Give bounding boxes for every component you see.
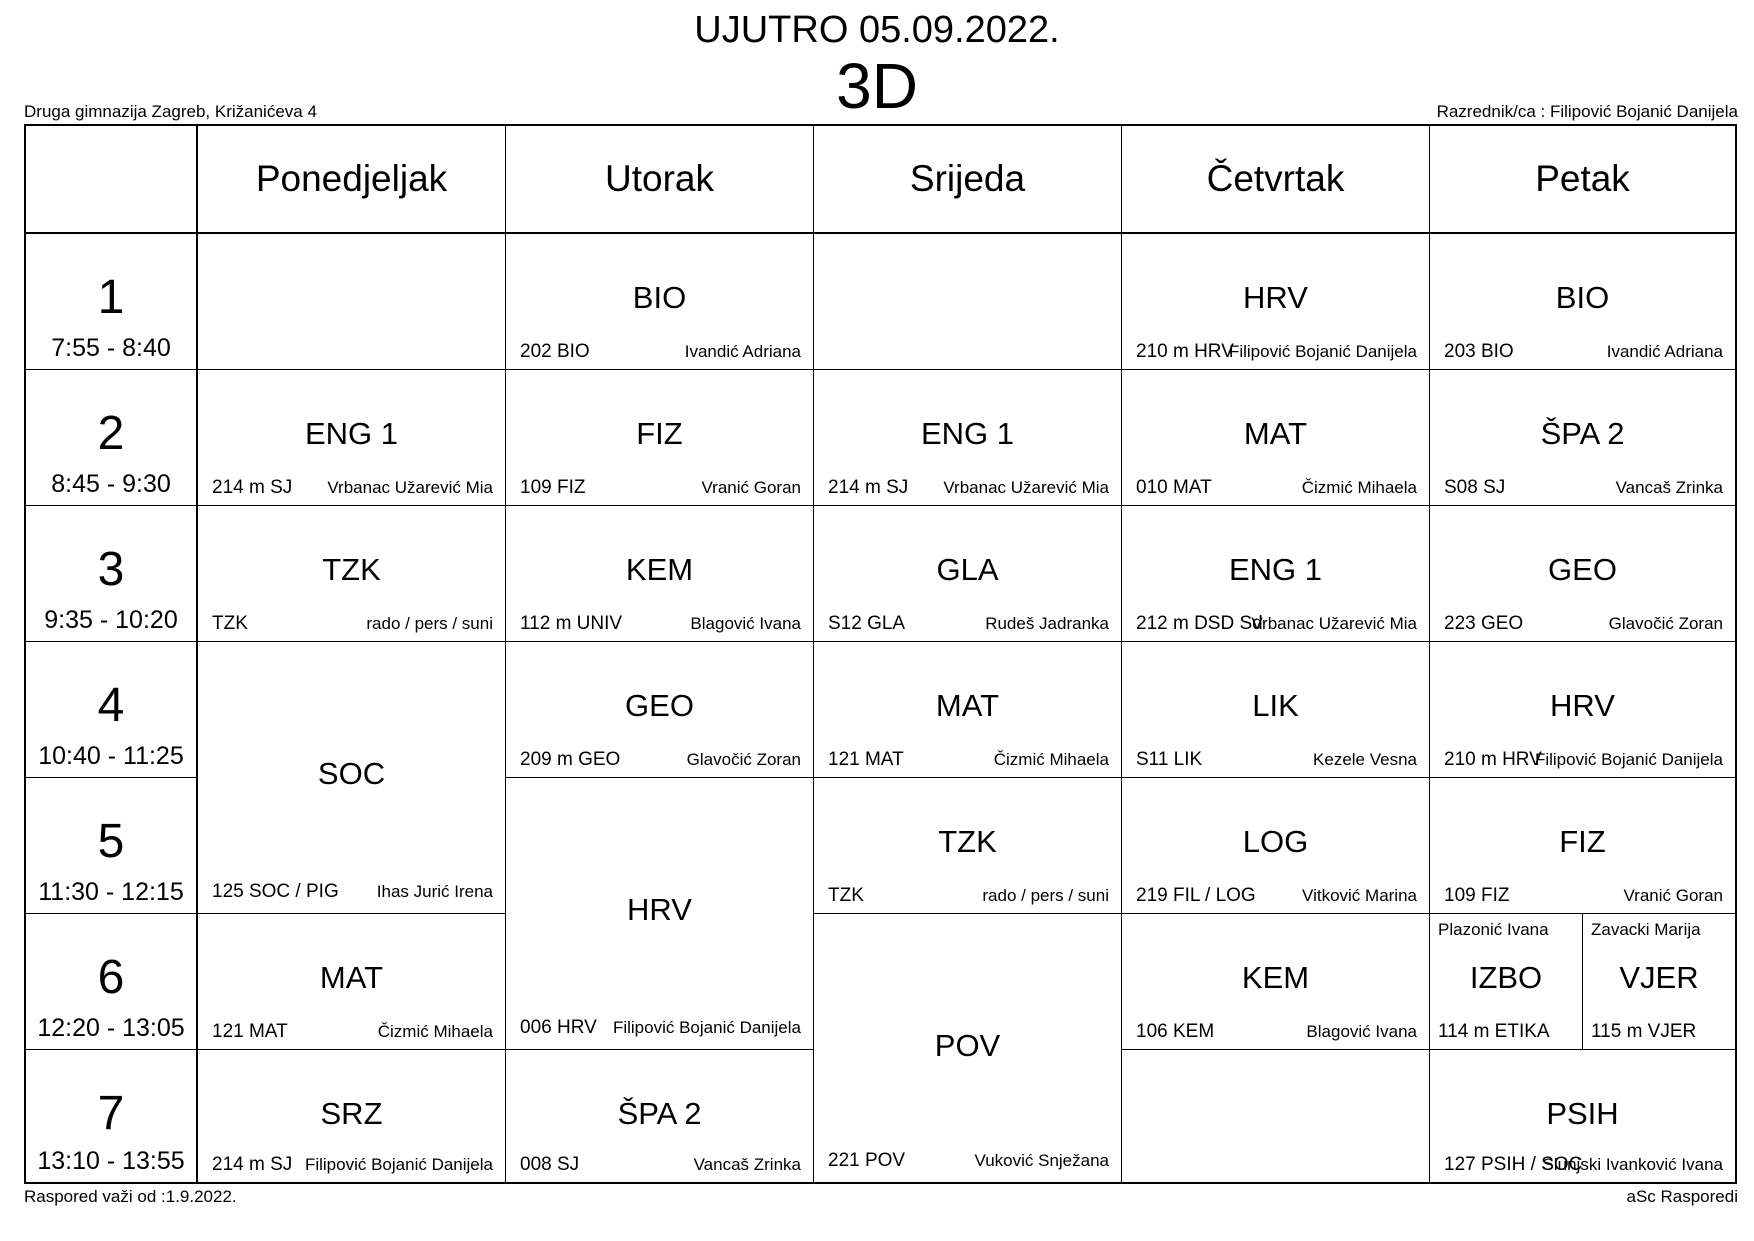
lesson-subject: FIZ [636,416,683,451]
lesson-teacher: Vranić Goran [1623,886,1723,905]
period-time: 13:10 - 13:55 [37,1147,185,1175]
period-time: 7:55 - 8:40 [51,334,171,362]
period-time: 11:30 - 12:15 [38,878,184,906]
period-number: 4 [97,679,125,732]
lesson-teacher: Ihas Jurić Irena [376,882,493,901]
lesson-room: 121 MAT [828,749,904,770]
lesson-room: 214 m SJ [212,1154,293,1175]
lesson-subject: BIO [632,280,687,315]
day-header-tuesday: Utorak [506,126,814,234]
lesson-teacher: Blagović Ivana [1306,1022,1417,1041]
lesson-cell [506,642,814,778]
lesson-teacher: Slunjski Ivanković Ivana [1542,1155,1723,1174]
class-name: 3D [836,50,918,122]
lesson-room: 214 m SJ [212,477,293,498]
corner-cell [26,126,198,234]
lesson-subject: GEO [625,688,694,723]
lesson-cell [1122,506,1430,642]
lesson-teacher: Vitković Marina [1302,886,1417,905]
lesson-cell-split [1430,914,1583,1050]
period-7 [26,1050,198,1182]
lesson-subject: POV [934,1028,1001,1063]
lesson-teacher: rado / pers / suni [982,886,1109,905]
period-number: 3 [97,543,125,596]
lesson-room: 125 SOC / PIG [212,881,339,902]
lesson-empty [198,234,506,370]
period-4 [26,642,198,778]
lesson-room: 210 m HRV [1444,749,1542,770]
lesson-teacher: Glavočić Zoran [1608,614,1723,633]
lesson-room: TZK [828,885,864,906]
lesson-subject: MAT [1243,416,1308,451]
lesson-subject: SOC [317,756,386,791]
lesson-room: 212 m DSD Sd [1136,613,1263,634]
lesson-subject: SRZ [320,1096,383,1131]
lesson-subject: MAT [935,688,1000,723]
period-time: 12:20 - 13:05 [37,1014,185,1042]
lesson-cell [198,506,506,642]
period-number: 2 [97,407,125,460]
lesson-subject: BIO [1555,280,1610,315]
lesson-cell [814,642,1122,778]
lesson-subject: MAT [319,960,384,995]
lesson-teacher: Filipović Bojanić Danijela [1228,342,1417,361]
lesson-subject: KEM [625,552,694,587]
lesson-room: S12 GLA [828,613,906,634]
lesson-cell [1122,370,1430,506]
lesson-cell [506,506,814,642]
day-header-friday: Petak [1430,126,1735,234]
lesson-empty [1122,1050,1430,1182]
period-6 [26,914,198,1050]
lesson-teacher: Kezele Vesna [1313,750,1417,769]
period-time: 9:35 - 10:20 [44,606,178,634]
lesson-teacher: Filipović Bojanić Danijela [304,1155,493,1174]
lesson-cell [198,914,506,1050]
lesson-room: 219 FIL / LOG [1136,885,1256,906]
period-time: 8:45 - 9:30 [51,470,171,498]
lesson-subject: KEM [1241,960,1310,995]
lesson-teacher: Vuković Snježana [974,1151,1109,1170]
lesson-teacher: Čizmić Mihaela [1301,478,1417,497]
lesson-cell [1122,642,1430,778]
lesson-teacher: Ivandić Adriana [1606,342,1723,361]
lesson-subject: LOG [1242,824,1309,859]
lesson-room: 203 BIO [1444,341,1514,362]
lesson-cell [198,1050,506,1182]
lesson-cell [506,778,814,1050]
lesson-teacher: Vranić Goran [701,478,801,497]
lesson-subject: VJER [1619,960,1699,995]
lesson-teacher: Vrbanac Užarević Mia [1251,614,1417,633]
lesson-room: 214 m SJ [828,477,909,498]
lesson-room: 223 GEO [1444,613,1524,634]
lesson-room: 010 MAT [1136,477,1212,498]
lesson-teacher: Glavočić Zoran [686,750,801,769]
day-header-thursday: Četvrtak [1122,126,1430,234]
period-5 [26,778,198,914]
lesson-room: 114 m ETIKA [1438,1021,1550,1042]
timetable-grid [24,124,1737,1184]
lesson-cell [814,778,1122,914]
lesson-teacher: Vancaš Zrinka [693,1155,801,1174]
lesson-subject: GEO [1548,552,1617,587]
lesson-room: S11 LIK [1136,749,1203,770]
lesson-room: 210 m HRV [1136,341,1234,362]
lesson-subject: ENG 1 [304,416,399,451]
lesson-teacher: Čizmić Mihaela [377,1022,493,1041]
lesson-room: 121 MAT [212,1021,288,1042]
lesson-subject: ENG 1 [1228,552,1323,587]
lesson-subject: HRV [627,892,692,927]
lesson-cell-split [1583,914,1735,1050]
period-number: 7 [97,1087,125,1140]
lesson-room: 221 POV [828,1150,906,1171]
day-header-monday: Ponedjeljak [198,126,506,234]
lesson-subject: GLA [936,552,999,587]
lesson-teacher: Filipović Bojanić Danijela [612,1018,801,1037]
lesson-teacher: Zavacki Marija [1591,920,1701,939]
lesson-subject: FIZ [1559,824,1606,859]
lesson-cell [1430,778,1735,914]
lesson-cell [506,1050,814,1182]
period-number: 5 [97,815,125,868]
lesson-cell [814,506,1122,642]
period-number: 1 [97,271,125,324]
lesson-subject: HRV [1243,280,1308,315]
lesson-teacher: Plazonić Ivana [1438,920,1549,939]
lesson-room: TZK [212,613,248,634]
homeroom-teacher: Razrednik/ca : Filipović Bojanić Danijela [1436,102,1738,121]
lesson-cell [1430,642,1735,778]
lesson-cell [1430,370,1735,506]
lesson-room: S08 SJ [1444,477,1506,498]
lesson-cell [198,642,506,914]
schedule-title: UJUTRO 05.09.2022. [694,9,1060,51]
lesson-room: 115 m VJER [1591,1021,1697,1042]
lesson-subject: LIK [1252,688,1299,723]
lesson-cell [1122,914,1430,1050]
lesson-teacher: Blagović Ivana [690,614,801,633]
period-number: 6 [97,951,125,1004]
lesson-teacher: Filipović Bojanić Danijela [1534,750,1723,769]
lesson-teacher: Vancaš Zrinka [1615,478,1723,497]
period-time: 10:40 - 11:25 [38,742,184,770]
lesson-cell [814,370,1122,506]
lesson-subject: TZK [322,552,381,587]
lesson-cell [1430,506,1735,642]
lesson-room: 202 BIO [520,341,590,362]
lesson-room: 008 SJ [520,1154,580,1175]
lesson-subject: ŠPA 2 [1540,416,1625,451]
lesson-room: 106 KEM [1136,1021,1215,1042]
lesson-cell [506,234,814,370]
lesson-room: 109 FIZ [1444,885,1510,906]
lesson-cell [198,370,506,506]
lesson-subject: ŠPA 2 [617,1096,702,1131]
lesson-subject: HRV [1550,688,1615,723]
lesson-teacher: Vrbanac Užarević Mia [327,478,493,497]
period-2 [26,370,198,506]
lesson-cell [1122,778,1430,914]
school-name: Druga gimnazija Zagreb, Križanićeva 4 [24,102,317,121]
day-header-wednesday: Srijeda [814,126,1122,234]
period-1 [26,234,198,370]
valid-from-note: Raspored važi od :1.9.2022. [24,1187,237,1206]
period-3 [26,506,198,642]
lesson-cell [506,370,814,506]
lesson-room: 127 PSIH / SOC [1444,1154,1583,1175]
lesson-cell [814,914,1122,1182]
lesson-subject: TZK [938,824,997,859]
lesson-teacher: Rudeš Jadranka [985,614,1109,633]
lesson-room: 006 HRV [520,1017,597,1038]
lesson-teacher: Vrbanac Užarević Mia [943,478,1109,497]
lesson-cell [1430,234,1735,370]
software-brand: aSc Rasporedi [1626,1187,1738,1206]
lesson-teacher: rado / pers / suni [366,614,493,633]
lesson-room: 209 m GEO [520,749,621,770]
lesson-empty [814,234,1122,370]
lesson-room: 109 FIZ [520,477,586,498]
lesson-subject: IZBO [1469,960,1543,995]
lesson-cell [1430,1050,1735,1182]
lesson-teacher: Ivandić Adriana [684,342,801,361]
lesson-subject: ENG 1 [920,416,1015,451]
lesson-subject: PSIH [1546,1096,1619,1131]
lesson-teacher: Čizmić Mihaela [993,750,1109,769]
lesson-cell [1122,234,1430,370]
lesson-room: 112 m UNIV [520,613,623,634]
